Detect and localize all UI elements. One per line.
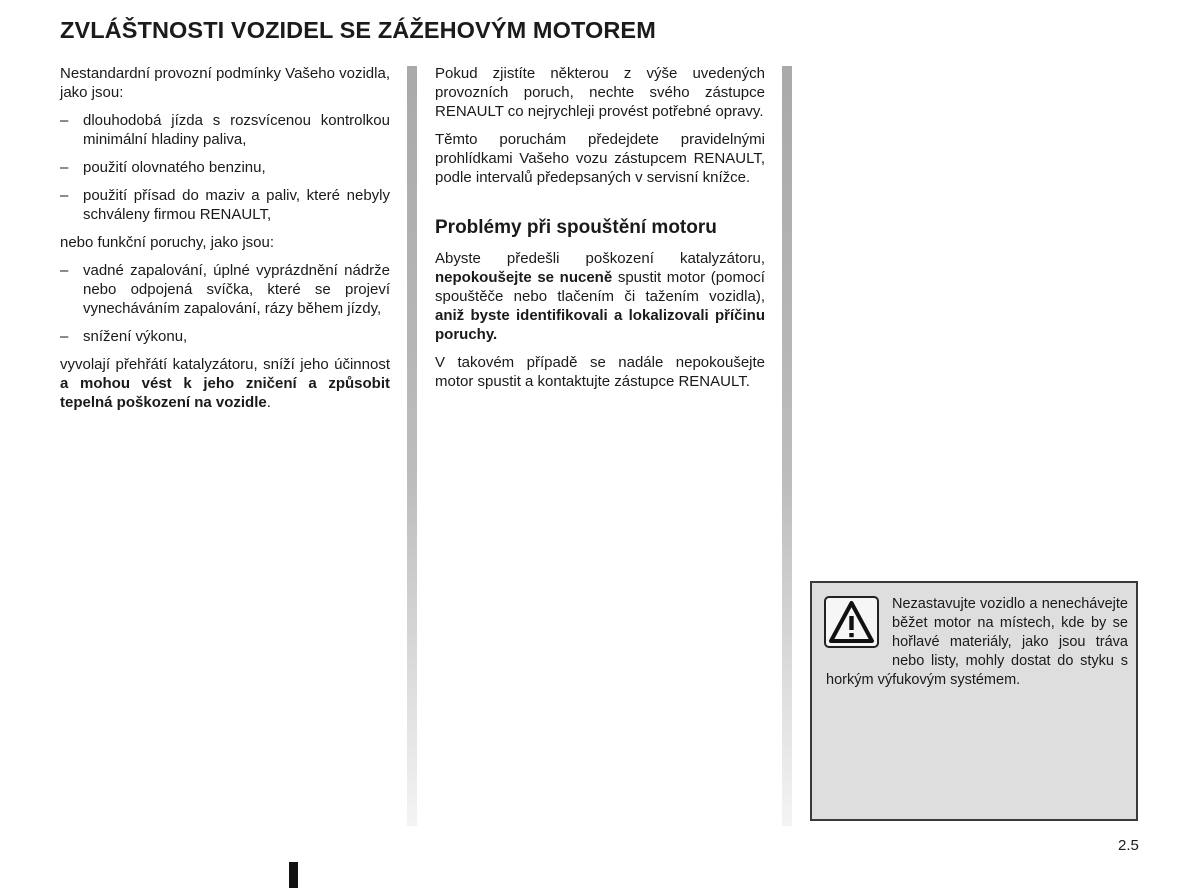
page-edge-marker bbox=[289, 862, 298, 888]
middle-column bbox=[435, 64, 765, 400]
faults-intro: nebo funkční poruchy, jako jsou: bbox=[60, 234, 275, 251]
column-divider bbox=[782, 66, 792, 826]
repair-paragraph: Pokud zjistíte některou z výše uvedených provozních poruch, nechte svého zástupce RENAULT co nejrychleji provést potřebné opravy. bbox=[435, 65, 765, 120]
contact-paragraph: V takovém případě se nadále nepokoušejte motor spustit a kontaktujte zástupce RENAULT. bbox=[435, 354, 765, 390]
start-problems-paragraph: Abyste předešli poškození katalyzátoru, nepokoušejte se nuceně spustit motor (pomocí spouštěče nebo tlačením či tažením vozidla), aniž byste identifikovali a lokalizovali příčinu poruchy. bbox=[435, 250, 765, 343]
page-title: ZVLÁŠTNOSTI VOZIDEL SE ZÁŽEHOVÝM MOTOREM bbox=[60, 17, 656, 43]
left-column bbox=[60, 64, 390, 421]
list-item: – snížení výkonu, bbox=[60, 328, 188, 345]
list-item: – použití přísad do maziv a paliv, které nebyly schváleny firmou RENAULT, bbox=[60, 187, 390, 223]
outro-paragraph: vyvolají přehřátí katalyzátoru, sníží jeho účinnost a mohou vést k jeho zničení a způsobit tepelná poškození na vozidle. bbox=[60, 356, 390, 411]
list-item: – použití olovnatého benzinu, bbox=[60, 159, 266, 176]
warning-text: Nezastavujte vozidlo a nenechávejte běžet motor na místech, kde by se hořlavé materiály, jako jsou tráva nebo listy, mohly dostat do styku s horkým výfukovým systémem. bbox=[826, 596, 1128, 688]
list-item: – dlouhodobá jízda s rozsvícenou kontrolkou minimální hladiny paliva, bbox=[60, 112, 390, 148]
prevention-paragraph: Těmto poruchám předejdete pravidelnými prohlídkami Vašeho vozu zástupcem RENAULT, podle intervalů předepsaných v servisní knížce. bbox=[435, 131, 765, 186]
column-divider bbox=[407, 66, 417, 826]
page-number: 2.5 bbox=[1118, 837, 1139, 854]
warning-box bbox=[810, 581, 1138, 821]
section-heading: Problémy při spouštění motoru bbox=[435, 217, 717, 238]
list-item: – vadné zapalování, úplné vyprázdnění nádrže nebo odpojená svíčka, které se projeví vynecháváním zapalování, rázy během jízdy, bbox=[60, 262, 390, 317]
intro-paragraph: Nestandardní provozní podmínky Vašeho vozidla, jako jsou: bbox=[60, 65, 390, 101]
